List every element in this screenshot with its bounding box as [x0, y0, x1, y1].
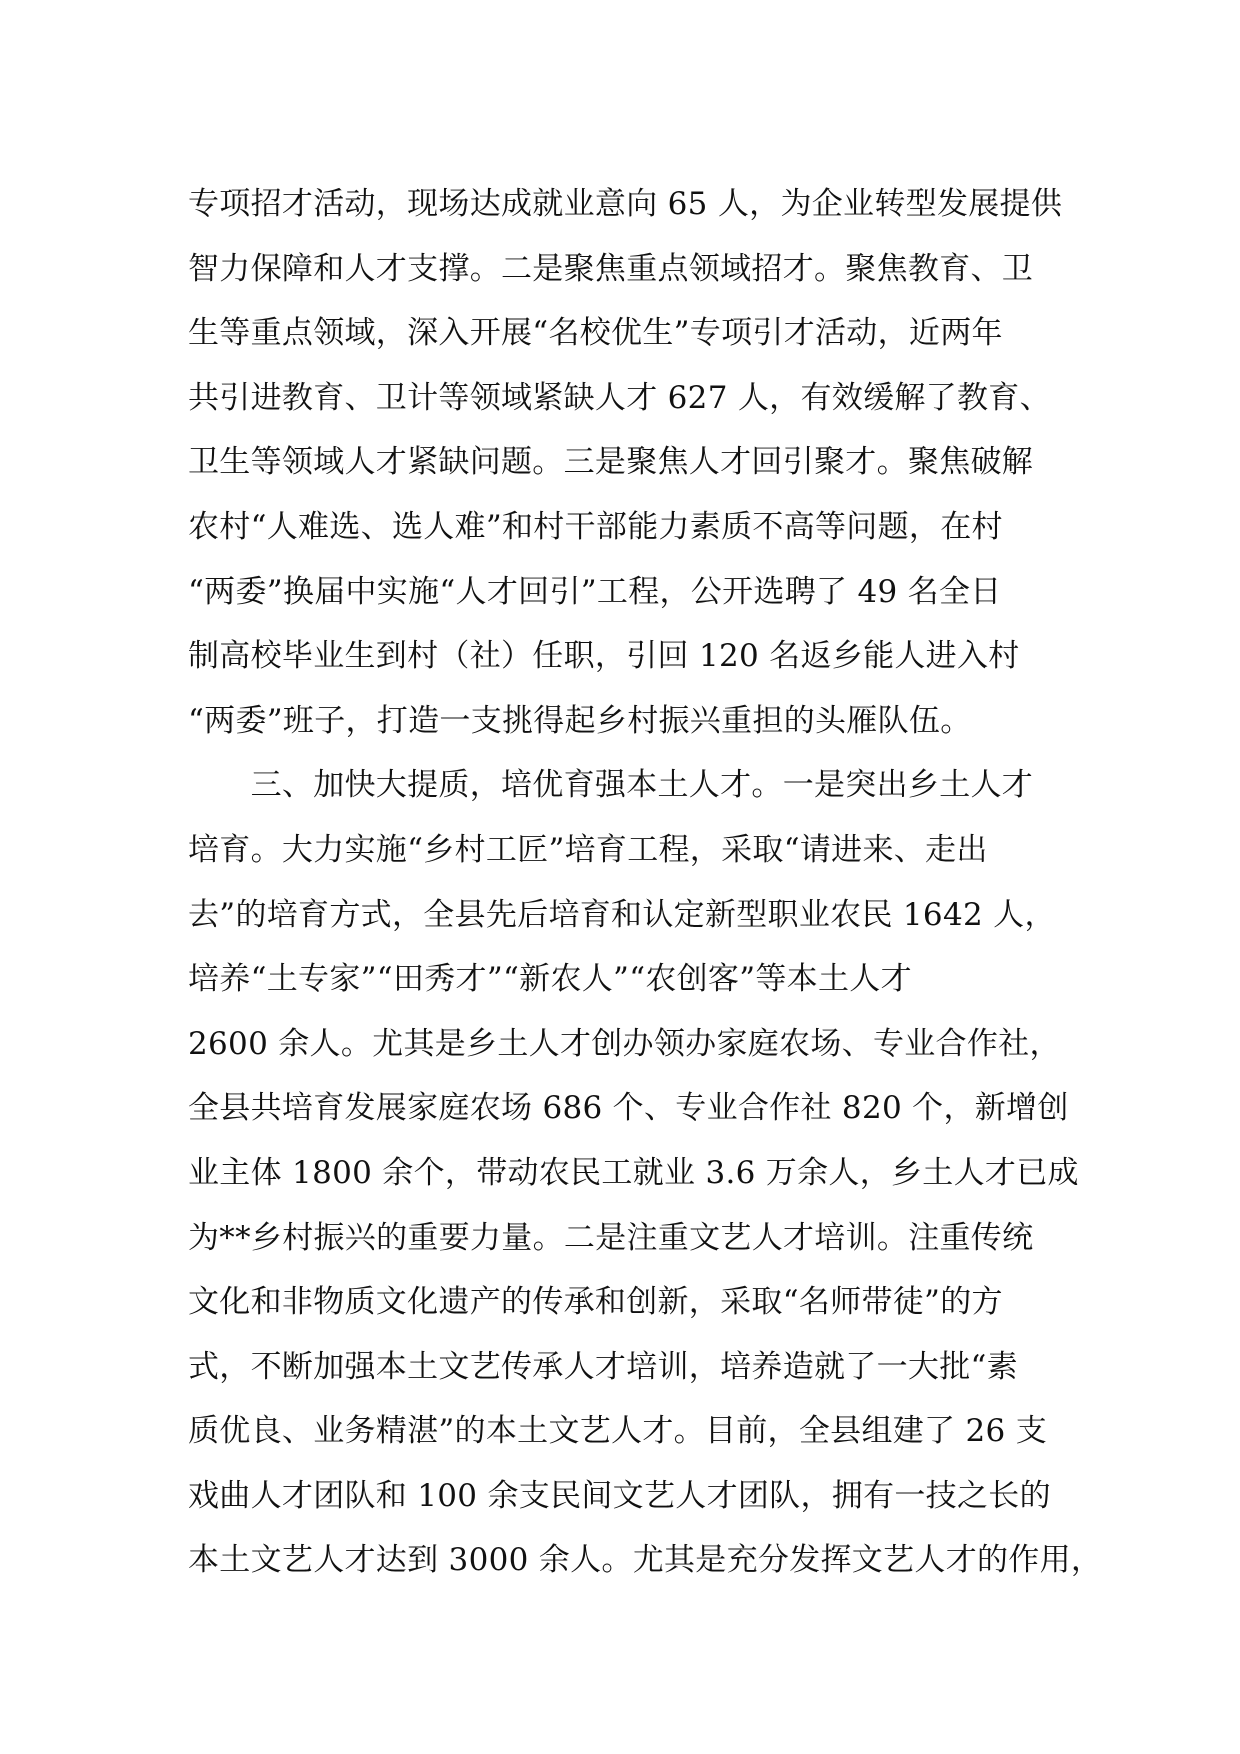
text-line: 全县共培育发展家庭农场 686 个、专业合作社 820 个，新增创 [188, 1090, 1069, 1127]
text-line: “两委”班子，打造一支挑得起乡村振兴重担的头雁队伍。 [188, 702, 972, 739]
text-line: 制高校毕业生到村（社）任职，引回 120 名返乡能人进入村 [188, 638, 1020, 675]
text-line: 农村“人难选、选人难”和村干部能力素质不高等问题，在村 [188, 508, 1003, 545]
text-line: 文化和非物质文化遗产的传承和创新，采取“名师带徒”的方 [188, 1284, 1003, 1321]
text-line: 培养“土专家”“田秀才”“新农人”“农创客”等本土人才 [188, 961, 912, 998]
text-line: 本土文艺人才达到 3000 余人。尤其是充分发挥文艺人才的作用， [188, 1542, 1103, 1579]
text-line: 培育。大力实施“乡村工匠”培育工程，采取“请进来、走出 [188, 831, 988, 868]
text-line: 卫生等领域人才紧缺问题。三是聚焦人才回引聚才。聚焦破解 [188, 444, 1034, 481]
text-line: 业主体 1800 余个，带动农民工就业 3.6 万余人，乡土人才已成 [188, 1154, 1079, 1191]
text-line: 生等重点领域，深入开展“名校优生”专项引才活动，近两年 [188, 315, 1003, 352]
text-line: 质优良、业务精湛”的本土文艺人才。目前，全县组建了 26 支 [188, 1413, 1047, 1450]
text-line: 为**乡村振兴的重要力量。二是注重文艺人才培训。注重传统 [188, 1219, 1034, 1256]
text-line: 式，不断加强本土文艺传承人才培训，培养造就了一大批“素 [188, 1348, 1018, 1385]
text-line: 共引进教育、卫计等领域紧缺人才 627 人，有效缓解了教育、 [188, 379, 1051, 416]
section-heading-line: 三、加快大提质，培优育强本土人才。一是突出乡土人才 [188, 767, 1034, 804]
text-line: 戏曲人才团队和 100 余支民间文艺人才团队，拥有一技之长的 [188, 1477, 1051, 1514]
text-line: 智力保障和人才支撑。二是聚焦重点领域招才。聚焦教育、卫 [188, 250, 1034, 287]
body-text [188, 172, 1103, 1593]
text-line: “两委”换届中实施“人才回引”工程，公开选聘了 49 名全日 [188, 573, 1002, 610]
text-line: 2600 余人。尤其是乡土人才创办领办家庭农场、专业合作社， [188, 1025, 1061, 1062]
text-line: 专项招才活动，现场达成就业意向 65 人，为企业转型发展提供 [188, 186, 1063, 222]
text-line: 去”的培育方式，全县先后培育和认定新型职业农民 1642 人， [188, 896, 1056, 933]
